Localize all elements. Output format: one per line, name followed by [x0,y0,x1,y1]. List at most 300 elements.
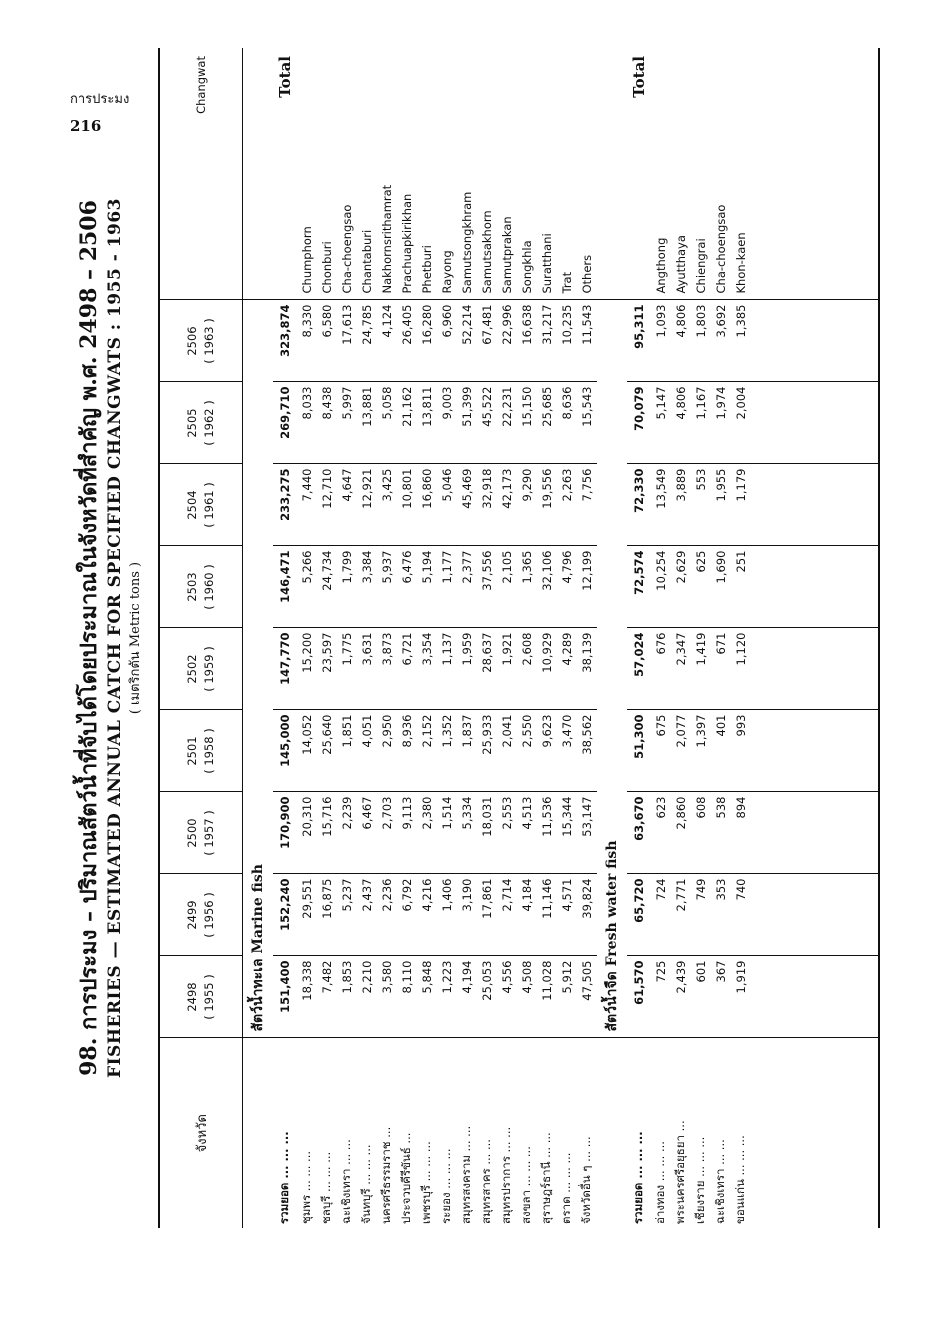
cell-value: 45,522 [477,382,497,464]
row-label-thai: นครศรีธรรมราช ... [379,1126,393,1224]
cell-value: 8,110 [397,956,417,1038]
cell-value: 2,004 [731,382,751,464]
row-label-thai: ขอนแก่น ... ... ... [733,1135,747,1224]
cell-value: 37,556 [477,546,497,628]
cell-value: 2,439 [671,956,691,1038]
cell-value: 17,861 [477,874,497,956]
cell-value: 5,237 [337,874,357,956]
cell-value: 3,190 [457,874,477,956]
cell-value: 1,775 [337,628,357,710]
cell-value: 601 [691,956,711,1038]
table-title-block [70,48,158,1228]
cell-value: 26,405 [397,300,417,382]
cell-value: 16,860 [417,464,437,546]
row-label-english: Chantaburi [357,48,377,300]
row-label-english: Cha-choengsao [337,48,357,300]
cell-value: 12,199 [577,546,597,628]
cell-value: 51,399 [457,382,477,464]
cell-value: 749 [691,874,711,956]
total-value: 323,874 [273,300,297,382]
table-unit-note: ( เมตริกตัน Metric tons ) [128,561,143,715]
cell-value: 9,113 [397,792,417,874]
row-label-english: Total [627,48,651,300]
row-label-thai: สงขลา ... ... ... [519,1146,533,1224]
cell-value: 3,354 [417,628,437,710]
cell-value: 3,889 [671,464,691,546]
row-label-thai: จังหวัดอื่น ๆ ... ... [579,1136,593,1224]
cell-value: 2,771 [671,874,691,956]
cell-value: 2,714 [497,874,517,956]
cell-value: 7,440 [297,464,317,546]
cell-value: 3,692 [711,300,731,382]
table-title-thai: 98. การประมง – ปริมาณสัตว์น้ำที่จับได้โดยประมาณในจังหวัดที่สำคัญ พ.ศ. 2498 – 2506 [76,200,102,1076]
cell-value: 1,514 [437,792,457,874]
cell-value: 15,344 [557,792,577,874]
row-label-thai: สมุทรสาคร ... ... [479,1139,493,1224]
cell-value: 29,551 [297,874,317,956]
cell-value: 5,147 [651,382,671,464]
cell-value: 2,152 [417,710,437,792]
cell-value: 1,837 [457,710,477,792]
year-be: 2498 [185,982,199,1012]
spacer-cell [751,464,879,546]
row-label-thai: สมุทรปราการ ... ... [499,1126,513,1224]
cell-value: 2,553 [497,792,517,874]
cell-value: 17,613 [337,300,357,382]
cell-value: 1,223 [437,956,457,1038]
total-value: 95,311 [627,300,651,382]
cell-value: 38,562 [577,710,597,792]
cell-value: 1,803 [691,300,711,382]
cell-value: 53,147 [577,792,597,874]
year-be: 2502 [185,654,199,684]
cell-value: 12,710 [317,464,337,546]
table-row [557,48,577,1228]
cell-value: 1,919 [731,956,751,1038]
cell-value: 32,106 [537,546,557,628]
row-label-thai: พระนครศรีอยุธยา ... [673,1120,687,1224]
row-label-english: Phetburi [417,48,437,300]
cell-value: 42,173 [497,464,517,546]
table-row [417,48,437,1228]
cell-value: 1,799 [337,546,357,628]
cell-value: 608 [691,792,711,874]
row-label-thai: เชียงราย ... ... ... [693,1136,707,1224]
spacer-cell [751,48,879,300]
cell-value: 740 [731,874,751,956]
year-be: 2504 [185,490,199,520]
cell-value: 6,467 [357,792,377,874]
cell-value: 39,824 [577,874,597,956]
cell-value: 15,150 [517,382,537,464]
cell-value: 28,637 [477,628,497,710]
cell-value: 15,716 [317,792,337,874]
year-ad: ( 1961 ) [202,482,216,528]
table-row [337,48,357,1228]
cell-value: 1,397 [691,710,711,792]
year-header [159,792,243,874]
row-label-thai: สมุทรสงคราม ... ... [459,1125,473,1224]
cell-value: 9,623 [537,710,557,792]
table-row [537,48,557,1228]
cell-value: 2,550 [517,710,537,792]
cell-value: 251 [731,546,751,628]
cell-value: 353 [711,874,731,956]
table-row [517,48,537,1228]
cell-value: 2,077 [671,710,691,792]
cell-value: 22,231 [497,382,517,464]
table-row [691,48,711,1228]
row-label-thai: ชุมพร ... ... ... [299,1150,313,1224]
cell-value: 1,974 [711,382,731,464]
row-label-thai: ประจวบคีรีขันธ์ ... [399,1132,413,1224]
cell-value: 38,139 [577,628,597,710]
cell-value: 2,860 [671,792,691,874]
cell-value: 675 [651,710,671,792]
table-header-row [159,48,243,1228]
year-be: 2501 [185,736,199,766]
row-label-thai: สุราษฎร์ธานี ... ... [539,1132,553,1224]
province-column-header: จังหวัด [159,1038,243,1228]
cell-value: 47,505 [577,956,597,1038]
cell-value: 8,033 [297,382,317,464]
cell-value: 676 [651,628,671,710]
cell-value: 993 [731,710,751,792]
table-row [711,48,731,1228]
cell-value: 12,921 [357,464,377,546]
table-row [297,48,317,1228]
cell-value: 2,703 [377,792,397,874]
row-label-english: Chumphorn [297,48,317,300]
cell-value: 11,543 [577,300,597,382]
year-ad: ( 1957 ) [202,810,216,856]
cell-value: 24,734 [317,546,337,628]
cell-value: 1,955 [711,464,731,546]
cell-value: 13,549 [651,464,671,546]
row-label-english: Others [577,48,597,300]
year-ad: ( 1959 ) [202,646,216,692]
row-label-thai: ระยอง ... ... ... [439,1148,453,1224]
row-label-thai: ฉะเชิงเทรา ... ... [713,1139,727,1224]
cell-value: 1,385 [731,300,751,382]
total-value: 151,400 [273,956,297,1038]
cell-value: 4,289 [557,628,577,710]
cell-value: 8,636 [557,382,577,464]
row-label-thai: ตราด ... ... ... [559,1152,573,1224]
cell-value: 16,280 [417,300,437,382]
section-label-spacer [243,1038,274,1228]
cell-value: 67,481 [477,300,497,382]
cell-value: 6,792 [397,874,417,956]
cell-value: 4,216 [417,874,437,956]
total-value: 152,240 [273,874,297,956]
row-label-english: Cha-choengsao [711,48,731,300]
cell-value: 5,997 [337,382,357,464]
total-value: 145,000 [273,710,297,792]
table-bottom-spacer [751,48,879,1228]
section-label-row [597,48,627,1228]
section-label-row [243,48,274,1228]
cell-value: 1,167 [691,382,711,464]
cell-value: 8,438 [317,382,337,464]
cell-value: 1,690 [711,546,731,628]
table-row [731,48,751,1228]
cell-value: 9,290 [517,464,537,546]
cell-value: 25,640 [317,710,337,792]
spacer-cell [751,546,879,628]
cell-value: 6,960 [437,300,457,382]
cell-value: 11,146 [537,874,557,956]
section-label: สัตว์น้ำจืด Fresh water fish [597,300,627,1038]
cell-value: 5,058 [377,382,397,464]
spacer-cell [751,1038,879,1228]
spacer-cell [751,382,879,464]
table-row [477,48,497,1228]
cell-value: 538 [711,792,731,874]
cell-value: 13,811 [417,382,437,464]
cell-value: 14,052 [297,710,317,792]
cell-value: 3,470 [557,710,577,792]
total-row [627,48,651,1228]
cell-value: 1,851 [337,710,357,792]
row-label-english: Khon-kaen [731,48,751,300]
spacer-cell [751,874,879,956]
cell-value: 1,419 [691,628,711,710]
cell-value: 8,936 [397,710,417,792]
cell-value: 4,513 [517,792,537,874]
row-label-thai: จันทบุรี ... ... ... [359,1144,373,1224]
cell-value: 20,310 [297,792,317,874]
cell-value: 25,685 [537,382,557,464]
cell-value: 10,801 [397,464,417,546]
cell-value: 5,046 [437,464,457,546]
total-value: 65,720 [627,874,651,956]
cell-value: 1,365 [517,546,537,628]
cell-value: 1,853 [337,956,357,1038]
cell-value: 25,933 [477,710,497,792]
row-label-thai: รวมยอด ... ... ... [631,1131,645,1224]
cell-value: 4,124 [377,300,397,382]
running-header-section: การประมง [70,92,130,107]
section-label: สัตว์น้ำทะเล Marine fish [243,300,274,1038]
cell-value: 5,848 [417,956,437,1038]
cell-value: 52,214 [457,300,477,382]
total-value: 146,471 [273,546,297,628]
spacer-cell [751,628,879,710]
cell-value: 21,162 [397,382,417,464]
cell-value: 11,028 [537,956,557,1038]
total-value: 70,079 [627,382,651,464]
cell-value: 5,334 [457,792,477,874]
year-be: 2499 [185,900,199,930]
section-label-spacer [597,1038,627,1228]
row-label-english: Trat [557,48,577,300]
table-row [497,48,517,1228]
row-label-english: Prachuapkirikhan [397,48,417,300]
spacer-cell [751,710,879,792]
cell-value: 2,629 [671,546,691,628]
cell-value: 4,571 [557,874,577,956]
row-label-english: Samutsongkhram [457,48,477,300]
row-label-english: Rayong [437,48,457,300]
cell-value: 3,631 [357,628,377,710]
table-row [357,48,377,1228]
year-ad: ( 1958 ) [202,728,216,774]
cell-value: 6,476 [397,546,417,628]
row-label-thai: ฉะเชิงเทรา ... ... [339,1139,353,1224]
year-header [159,382,243,464]
year-ad: ( 1963 ) [202,318,216,364]
total-value: 57,024 [627,628,651,710]
year-header [159,710,243,792]
cell-value: 7,482 [317,956,337,1038]
row-label-english: Angthong [651,48,671,300]
cell-value: 2,608 [517,628,537,710]
total-value: 170,900 [273,792,297,874]
cell-value: 24,785 [357,300,377,382]
row-label-english: Samutprakan [497,48,517,300]
cell-value: 1,137 [437,628,457,710]
row-label-thai: อ่างทอง ... ... ... [653,1141,667,1224]
page-number: 216 [70,117,102,135]
table-row [577,48,597,1228]
cell-value: 5,266 [297,546,317,628]
cell-value: 15,543 [577,382,597,464]
cell-value: 32,918 [477,464,497,546]
cell-value: 18,031 [477,792,497,874]
year-header [159,628,243,710]
table-row [317,48,337,1228]
cell-value: 1,120 [731,628,751,710]
cell-value: 2,347 [671,628,691,710]
total-row [273,48,297,1228]
cell-value: 4,508 [517,956,537,1038]
cell-value: 3,425 [377,464,397,546]
cell-value: 367 [711,956,731,1038]
cell-value: 10,254 [651,546,671,628]
cell-value: 1,921 [497,628,517,710]
cell-value: 8,330 [297,300,317,382]
cell-value: 1,959 [457,628,477,710]
cell-value: 16,638 [517,300,537,382]
total-value: 63,670 [627,792,651,874]
cell-value: 2,239 [337,792,357,874]
table-row [377,48,397,1228]
row-label-english: Ayutthaya [671,48,691,300]
cell-value: 2,236 [377,874,397,956]
table-title-english: FISHERIES — ESTIMATED ANNUAL CATCH FOR SPECIFIED CHANGWATS : 1955 - 1963 [105,198,125,1078]
cell-value: 401 [711,710,731,792]
cell-value: 2,263 [557,464,577,546]
cell-value: 1,352 [437,710,457,792]
total-value: 51,300 [627,710,651,792]
cell-value: 4,184 [517,874,537,956]
row-label-thai: รวมยอด ... ... ... [277,1131,291,1224]
cell-value: 1,179 [731,464,751,546]
cell-value: 2,437 [357,874,377,956]
spacer-cell [751,792,879,874]
cell-value: 23,597 [317,628,337,710]
row-label-english: Total [273,48,297,300]
row-label-thai: ชลบุรี ... ... ... [319,1151,333,1224]
cell-value: 5,937 [377,546,397,628]
cell-value: 18,338 [297,956,317,1038]
cell-value: 22,996 [497,300,517,382]
cell-value: 16,875 [317,874,337,956]
cell-value: 4,796 [557,546,577,628]
year-be: 2503 [185,572,199,602]
cell-value: 553 [691,464,711,546]
row-label-english: Samutsakhorn [477,48,497,300]
row-label-english: Songkhla [517,48,537,300]
cell-value: 1,093 [651,300,671,382]
year-header [159,874,243,956]
cell-value: 9,003 [437,382,457,464]
year-ad: ( 1956 ) [202,892,216,938]
cell-value: 2,210 [357,956,377,1038]
cell-value: 4,806 [671,300,691,382]
year-ad: ( 1960 ) [202,564,216,610]
total-value: 72,574 [627,546,651,628]
spacer-cell [751,300,879,382]
row-label-english: Chiengrai [691,48,711,300]
row-label-english: Chonburi [317,48,337,300]
catch-table [158,48,880,1228]
cell-value: 6,721 [397,628,417,710]
year-be: 2506 [185,326,199,356]
cell-value: 3,873 [377,628,397,710]
row-label-english: Nakhornsrithamrat [377,48,397,300]
cell-value: 10,235 [557,300,577,382]
row-label-thai: เพชรบุรี ... ... ... [419,1141,433,1224]
section-label-spacer [597,48,627,300]
table-row [437,48,457,1228]
cell-value: 31,217 [537,300,557,382]
cell-value: 724 [651,874,671,956]
cell-value: 5,194 [417,546,437,628]
cell-value: 4,806 [671,382,691,464]
cell-value: 15,200 [297,628,317,710]
cell-value: 3,384 [357,546,377,628]
changwat-column-header: Changwat [159,48,243,300]
cell-value: 2,380 [417,792,437,874]
total-value: 269,710 [273,382,297,464]
year-be: 2500 [185,818,199,848]
year-ad: ( 1955 ) [202,974,216,1020]
cell-value: 2,950 [377,710,397,792]
cell-value: 5,912 [557,956,577,1038]
cell-value: 894 [731,792,751,874]
cell-value: 625 [691,546,711,628]
row-label-english: Suratthani [537,48,557,300]
cell-value: 1,177 [437,546,457,628]
cell-value: 2,041 [497,710,517,792]
total-value: 61,570 [627,956,651,1038]
cell-value: 623 [651,792,671,874]
cell-value: 7,756 [577,464,597,546]
cell-value: 4,647 [337,464,357,546]
total-value: 72,330 [627,464,651,546]
section-label-spacer [243,48,274,300]
year-header [159,300,243,382]
table-row [671,48,691,1228]
cell-value: 4,556 [497,956,517,1038]
year-header [159,464,243,546]
cell-value: 10,929 [537,628,557,710]
cell-value: 6,580 [317,300,337,382]
rotated-table-page [70,48,880,1228]
cell-value: 11,536 [537,792,557,874]
